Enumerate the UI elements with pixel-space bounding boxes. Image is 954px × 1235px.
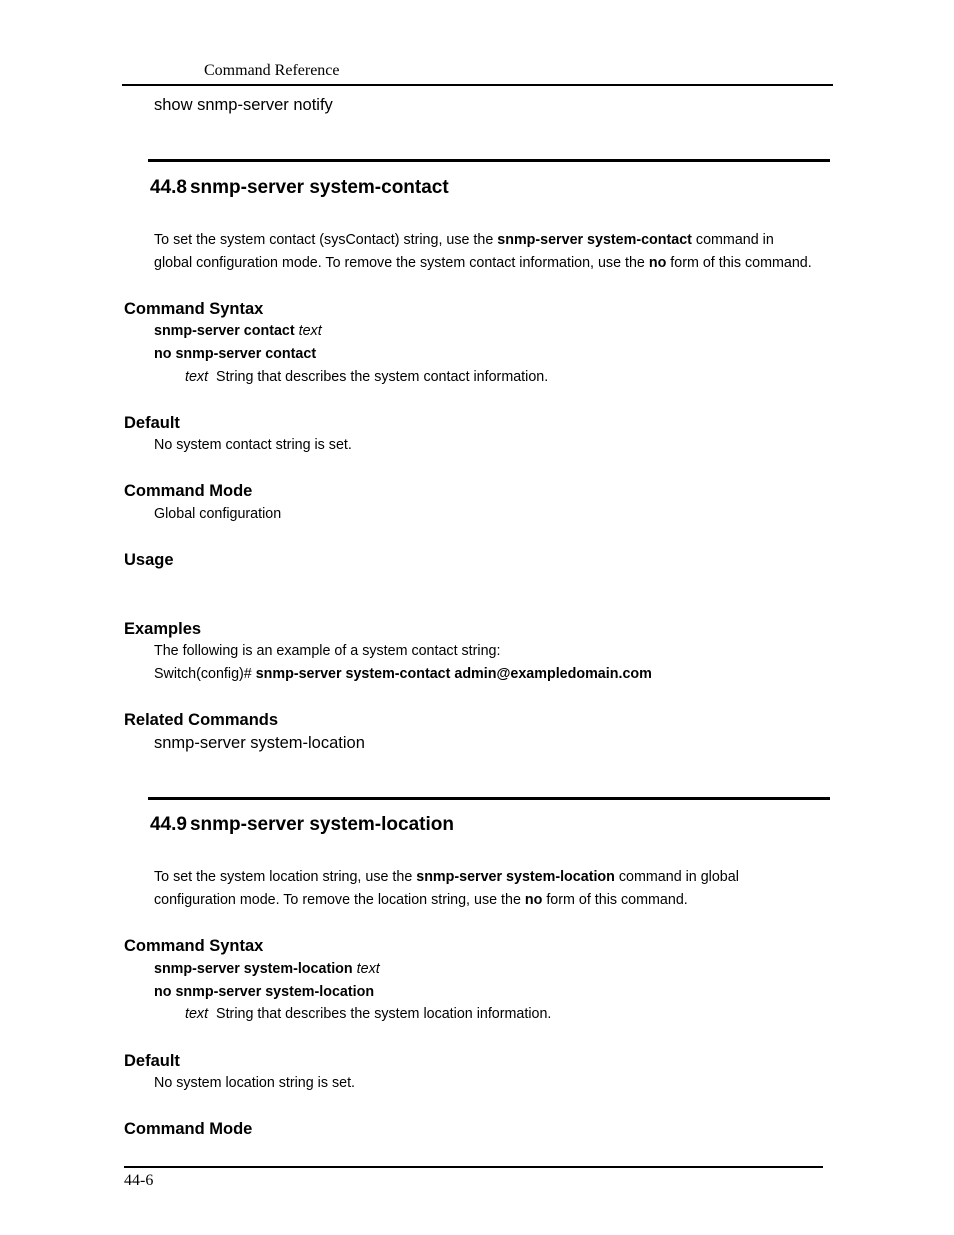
syntax-command: snmp-server system-location (154, 961, 353, 977)
intro-text: command in global (614, 869, 739, 885)
intro-line-2 (154, 892, 688, 908)
default-text: No system location string is set. (154, 1075, 356, 1091)
example-command-line (154, 666, 652, 682)
command-syntax-heading: Command Syntax (124, 937, 264, 955)
syntax-line-1 (154, 961, 380, 977)
related-command-link[interactable]: snmp-server system-location (154, 734, 365, 752)
intro-command: snmp-server system-contact (497, 232, 692, 248)
usage-heading: Usage (124, 551, 174, 569)
intro-keyword: no (648, 255, 667, 271)
intro-text: global configuration mode. To remove the system contact information, use the (154, 255, 649, 271)
default-heading: Default (124, 414, 180, 432)
section-heading-44-8 (150, 177, 449, 199)
syntax-line-1 (154, 323, 322, 339)
examples-text: The following is an example of a system contact string: (154, 643, 501, 659)
section-title: snmp-server system-location (189, 814, 454, 835)
syntax-argument: text (298, 323, 322, 339)
top-command-text: show snmp-server notify (154, 96, 333, 114)
parameter-description: String that describes the system contact information. (216, 369, 549, 385)
intro-command: snmp-server system-location (416, 869, 615, 885)
section-heading-44-9 (150, 814, 454, 836)
command-mode-text: Global configuration (154, 506, 282, 522)
cli-command: snmp-server system-contact admin@exampledomain.com (255, 666, 652, 682)
header-rule (122, 84, 833, 86)
page-number: 44-6 (124, 1172, 154, 1189)
intro-keyword: no (524, 892, 543, 908)
syntax-line-2: no snmp-server contact (154, 346, 317, 362)
section-number: 44.9 (150, 814, 187, 835)
command-mode-heading: Command Mode (124, 482, 253, 500)
parameter-name: text (185, 369, 209, 385)
intro-text: configuration mode. To remove the location string, use the (154, 892, 525, 908)
syntax-parameter (185, 369, 548, 385)
cli-prompt: Switch(config)# (154, 666, 252, 682)
syntax-line-2: no snmp-server system-location (154, 984, 375, 1000)
intro-text: To set the system contact (sysContact) string, use the (154, 232, 498, 248)
section-rule-44-9 (148, 797, 830, 800)
syntax-command: snmp-server contact (154, 323, 295, 339)
syntax-argument: text (356, 961, 380, 977)
default-text: No system contact string is set. (154, 437, 352, 453)
default-heading: Default (124, 1052, 180, 1070)
intro-line-1 (154, 232, 774, 248)
running-header: Command Reference (204, 62, 340, 79)
intro-text: To set the system location string, use the (154, 869, 417, 885)
parameter-name: text (185, 1006, 209, 1022)
section-rule-44-8 (148, 159, 830, 162)
syntax-parameter (185, 1006, 551, 1022)
examples-heading: Examples (124, 620, 202, 638)
intro-text: form of this command. (542, 892, 688, 908)
command-mode-heading: Command Mode (124, 1120, 253, 1138)
footer-rule (124, 1166, 823, 1168)
section-number: 44.8 (150, 177, 187, 198)
related-commands-heading: Related Commands (124, 711, 279, 729)
parameter-description: String that describes the system location information. (216, 1006, 552, 1022)
intro-line-1 (154, 869, 739, 885)
section-title: snmp-server system-contact (189, 177, 449, 198)
intro-text: form of this command. (666, 255, 812, 271)
intro-text: command in (691, 232, 774, 248)
intro-line-2 (154, 255, 812, 271)
command-syntax-heading: Command Syntax (124, 300, 264, 318)
